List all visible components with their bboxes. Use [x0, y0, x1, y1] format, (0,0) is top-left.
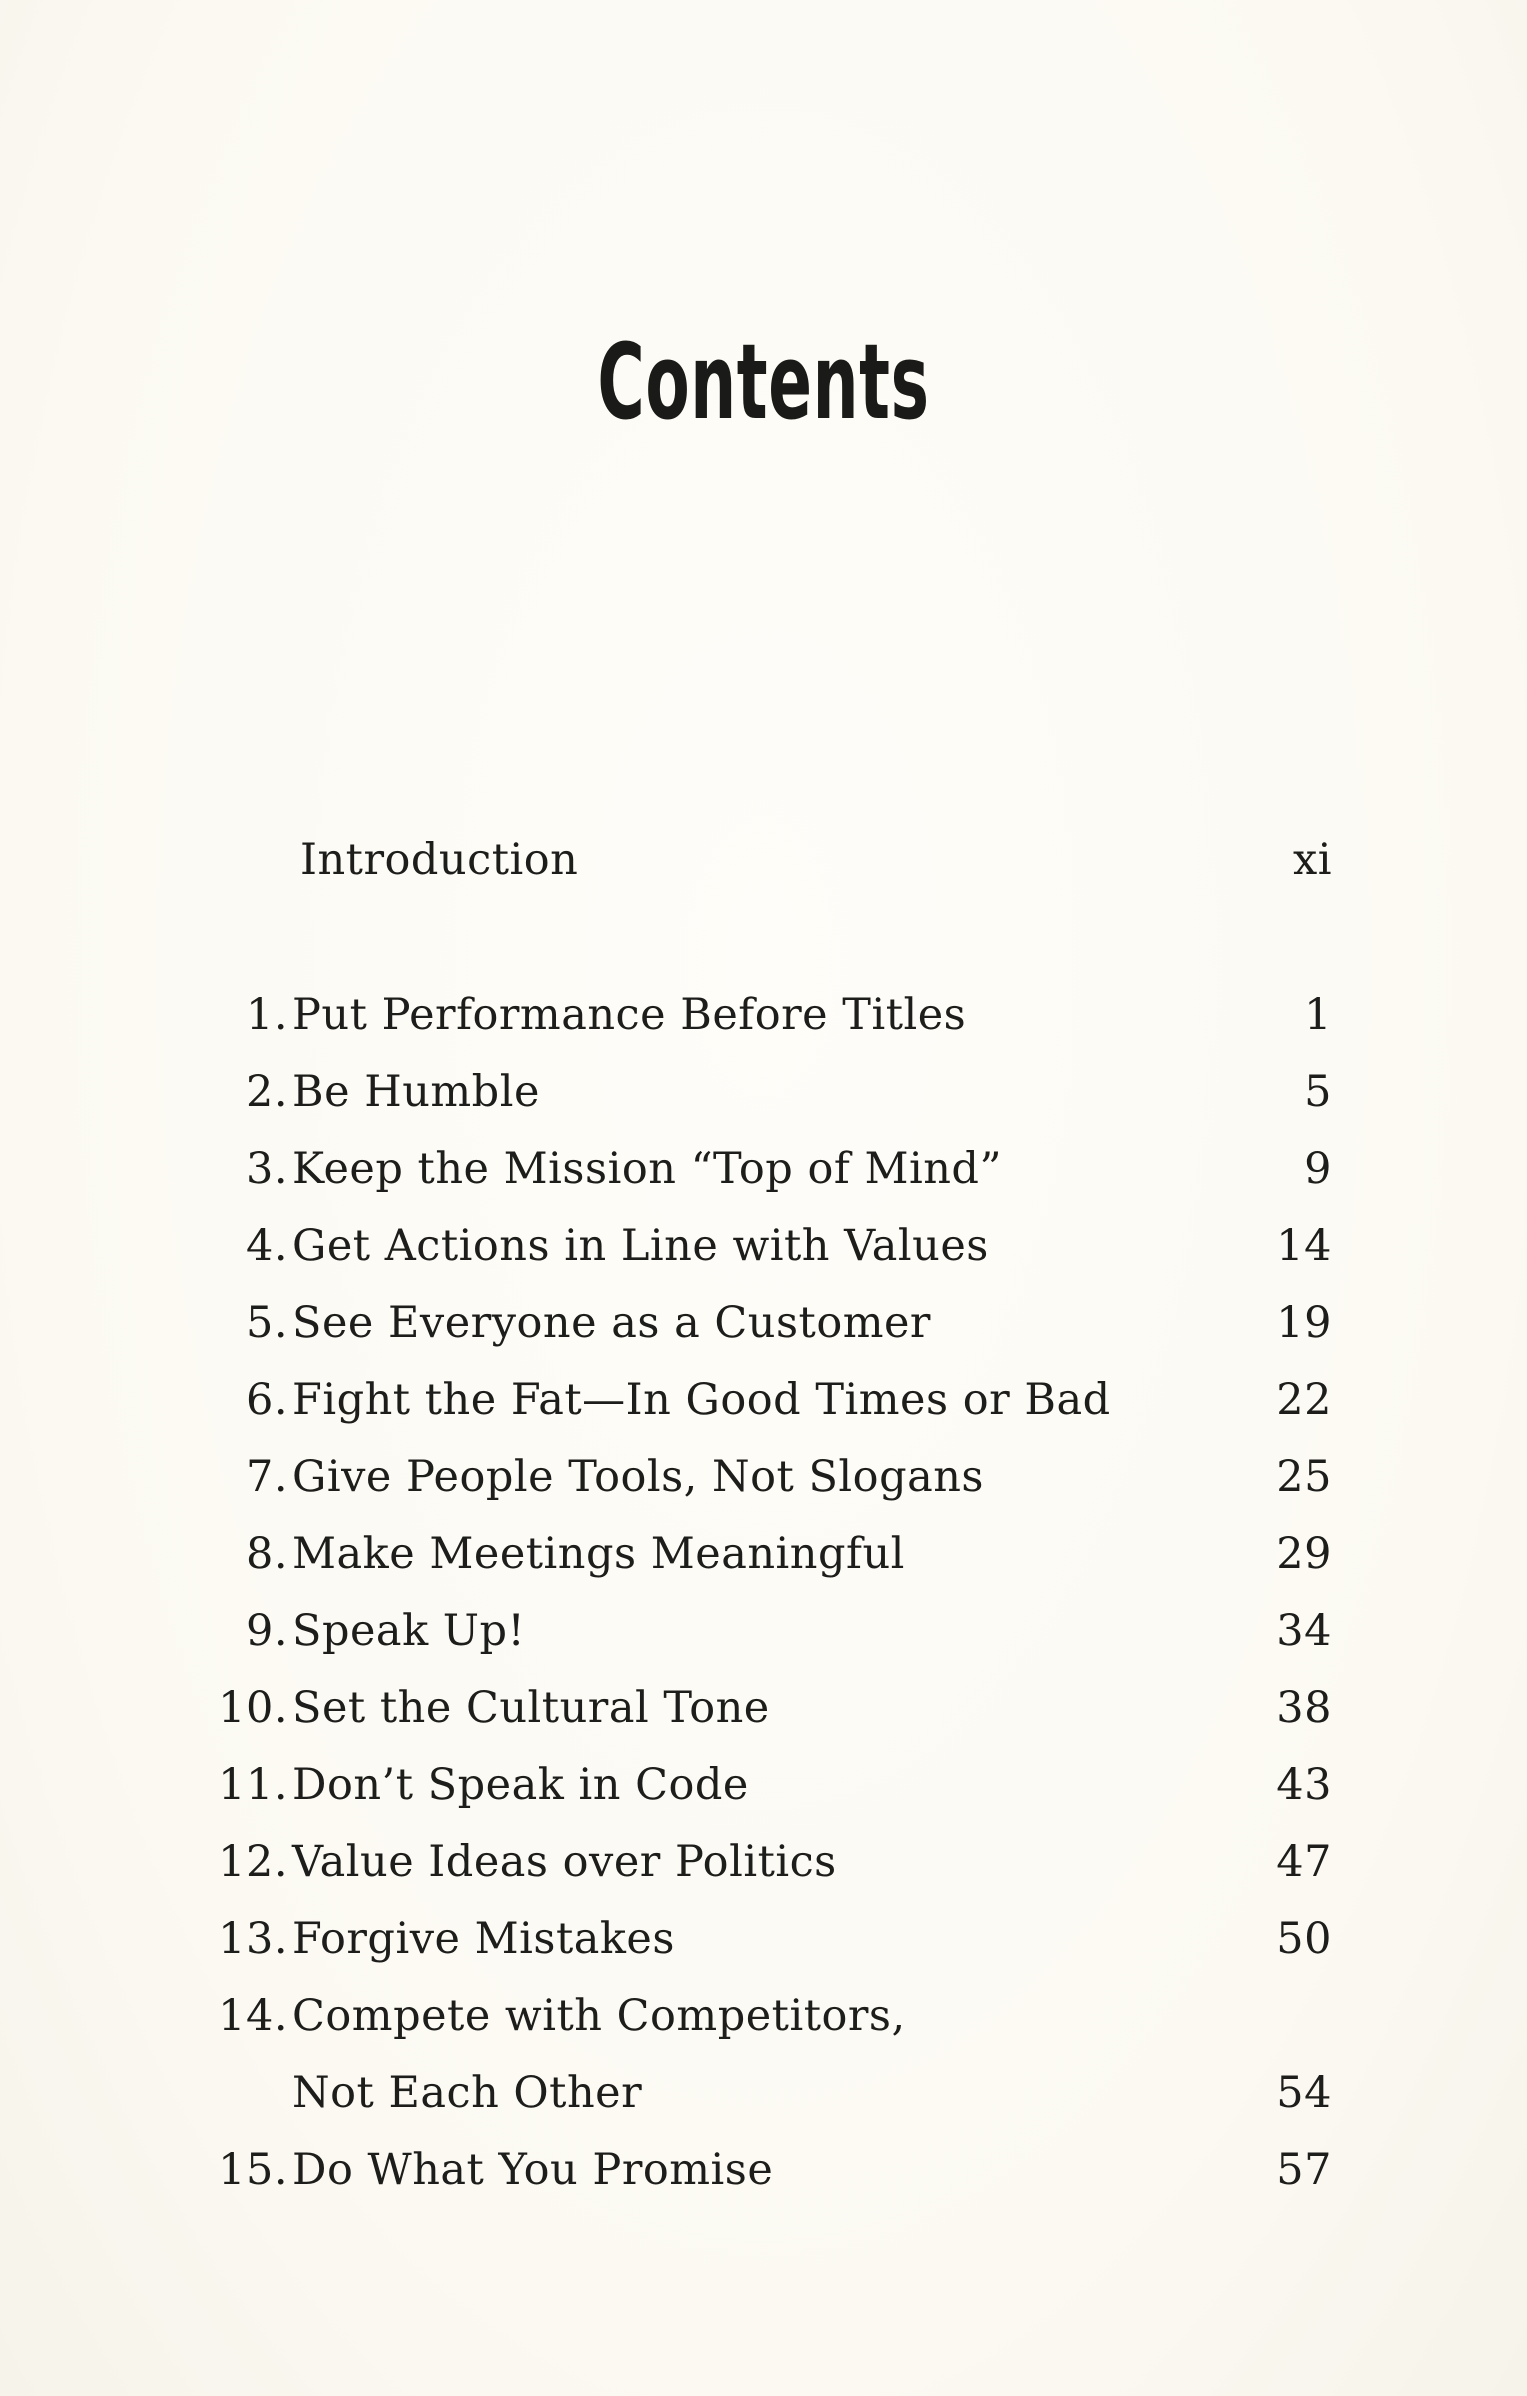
toc-entry-label: Set the Cultural Tone — [292, 1683, 770, 1733]
toc-entry-page: 14 — [1276, 1221, 1332, 1271]
toc-entry-continuation — [0, 2063, 1527, 2123]
toc-entry-number: 8. — [245, 1529, 288, 1579]
toc-entry-page: 5 — [1304, 1067, 1332, 1117]
toc-entry-page: 43 — [1276, 1760, 1332, 1810]
toc-entry-label: Make Meetings Meaningful — [292, 1529, 905, 1579]
toc-entry-label: Don’t Speak in Code — [292, 1760, 749, 1810]
toc-entry-number: 12. — [218, 1837, 288, 1887]
toc-entry-page: 57 — [1276, 2145, 1332, 2195]
toc-entry-page: 9 — [1304, 1144, 1332, 1194]
toc-entry — [0, 1524, 1527, 1584]
toc-entry-page: 29 — [1276, 1529, 1332, 1579]
toc-entry-page: 1 — [1304, 990, 1332, 1040]
toc-entry-label: Keep the Mission “Top of Mind” — [292, 1144, 1002, 1194]
toc-entry-page: 38 — [1276, 1683, 1332, 1733]
toc-entry — [0, 1986, 1527, 2046]
toc-entry — [0, 1216, 1527, 1276]
toc-entry-label: Get Actions in Line with Values — [292, 1221, 989, 1271]
toc-entry-label: Not Each Other — [292, 2068, 643, 2118]
toc-entry-number: 11. — [218, 1760, 288, 1810]
toc-entry-label: See Everyone as a Customer — [292, 1298, 931, 1348]
toc-entry-page: xi — [1292, 835, 1332, 885]
contents-title: Contents — [597, 321, 930, 443]
toc-entry-number: 13. — [218, 1914, 288, 1964]
toc-entry — [0, 1370, 1527, 1430]
toc-entry-number: 4. — [245, 1221, 288, 1271]
toc-entry-number: 15. — [218, 2145, 288, 2195]
toc-entry — [0, 1832, 1527, 1892]
toc-entry-label: Speak Up! — [292, 1606, 526, 1656]
toc-entry-number: 14. — [218, 1991, 288, 2041]
toc-entry-page: 19 — [1276, 1298, 1332, 1348]
toc-entry-label: Be Humble — [292, 1067, 540, 1117]
toc-entry-page: 54 — [1276, 2068, 1332, 2118]
toc-entry — [0, 1139, 1527, 1199]
toc-entry-number: 6. — [245, 1375, 288, 1425]
toc-entry-page: 47 — [1276, 1837, 1332, 1887]
toc-entry-label: Compete with Competitors, — [292, 1991, 906, 2041]
toc-entry-number: 3. — [245, 1144, 288, 1194]
toc-entry-label: Do What You Promise — [292, 2145, 774, 2195]
toc-entry — [0, 985, 1527, 1045]
toc-entry-number: 9. — [245, 1606, 288, 1656]
toc-entry-number: 2. — [245, 1067, 288, 1117]
toc-entry-label: Put Performance Before Titles — [292, 990, 967, 1040]
toc-entry-page: 34 — [1276, 1606, 1332, 1656]
toc-entry — [0, 1601, 1527, 1661]
toc-entry-label: Give People Tools, Not Slogans — [292, 1452, 984, 1502]
toc-entry — [0, 1755, 1527, 1815]
toc-entry-page: 22 — [1276, 1375, 1332, 1425]
toc-entry-page: 25 — [1276, 1452, 1332, 1502]
toc-entry — [0, 1447, 1527, 1507]
toc-entry-label: Fight the Fat—In Good Times or Bad — [292, 1375, 1111, 1425]
toc-entry — [0, 2140, 1527, 2200]
toc-entry-number: 10. — [218, 1683, 288, 1733]
toc-entry — [0, 1678, 1527, 1738]
toc-entry-number: 7. — [245, 1452, 288, 1502]
toc-entry — [0, 1062, 1527, 1122]
toc-entry — [0, 1293, 1527, 1353]
toc-entry-label: Value Ideas over Politics — [292, 1837, 837, 1887]
toc-entry-page: 50 — [1276, 1914, 1332, 1964]
toc-entry-number: 1. — [245, 990, 288, 1040]
toc-entry-label: Introduction — [300, 835, 579, 885]
toc-entry — [0, 1909, 1527, 1969]
toc-entry-number: 5. — [245, 1298, 288, 1348]
toc-entry-label: Forgive Mistakes — [292, 1914, 675, 1964]
toc-entry-introduction — [0, 830, 1527, 890]
